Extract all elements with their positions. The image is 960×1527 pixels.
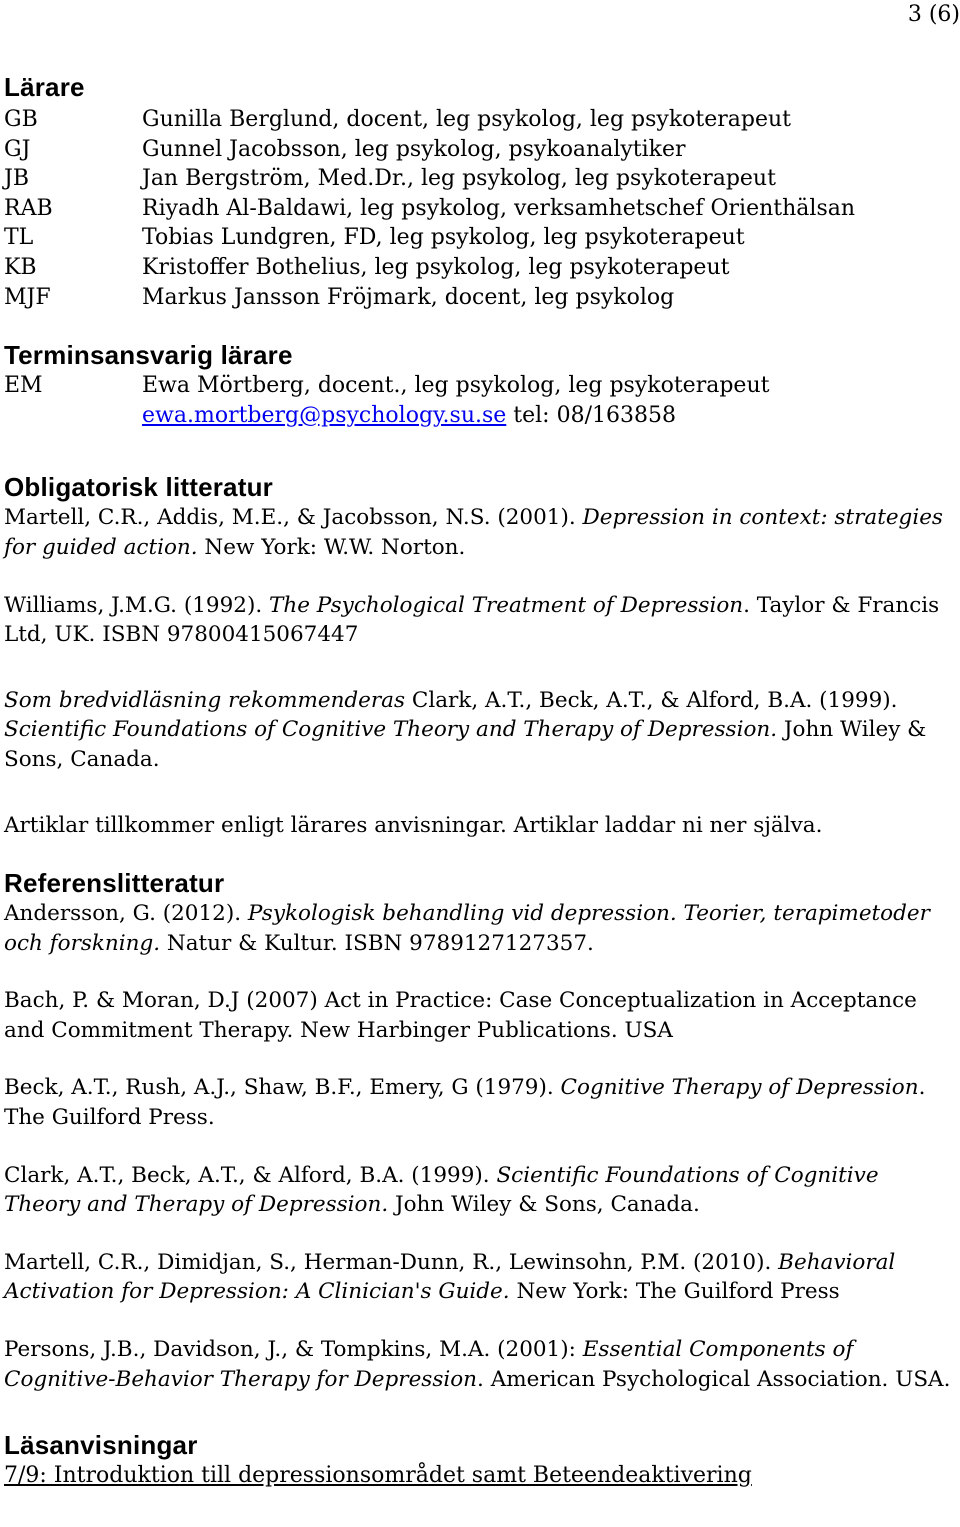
teacher-abbr: JB [4,166,29,192]
term-teacher-heading: Terminsansvarig lärare [4,340,293,371]
reading-session-link[interactable]: 7/9: Introduktion till depressionsområdet samt Beteendeaktivering [4,1463,752,1489]
ref-authors: Beck, A.T., Rush, A.J., Shaw, B.F., Emery, G (1979). [4,1075,561,1101]
teacher-abbr: GB [4,107,38,132]
ref-authors: Williams, J.M.G. (1992). [4,592,270,618]
ref-authors: Persons, J.B., Davidson, J., & Tompkins, M.A. (2001): [4,1337,583,1363]
articles-note: Artiklar tillkommer enligt lärares anvisningar. Artiklar laddar ni ner själva. [4,812,823,838]
teacher-abbr: GJ [4,136,31,162]
reference-entry [4,899,960,958]
teacher-name: Gunnel Jacobsson, leg psykolog, psykoanalytiker [142,136,686,162]
teacher-row [4,223,960,253]
term-teacher-row [4,371,960,401]
reference-entry [4,686,960,775]
page-number: 3 (6) [907,2,960,27]
term-teacher-name: Ewa Mörtberg, docent., leg psykolog, leg psykoterapeut [142,373,770,399]
ref-publisher: John Wiley & Sons, Canada. [4,717,927,772]
email-link[interactable]: ewa.mortberg@psychology.su.se [142,402,507,428]
reference-entry [4,503,960,562]
teacher-row [4,283,960,313]
ref-authors: Martell, C.R., Dimidjan, S., Herman-Dunn, R., Lewinsohn, P.M. (2010). [4,1249,779,1275]
ref-title: Behavioral Activation for Depression: A Clinician's Guide. [4,1249,896,1305]
term-teacher-contact [4,401,960,431]
ref-authors: Clark, A.T., Beck, A.T., & Alford, B.A. (1999). [4,1162,497,1188]
teacher-abbr: MJF [4,284,51,310]
teacher-name: Gunilla Berglund, docent, leg psykolog, leg psykoterapeut [142,107,791,132]
ref-publisher: Natur & Kultur. ISBN 9789127127357. [160,930,594,956]
teacher-abbr: RAB [4,195,53,221]
ref-title: Psykologisk behandling vid depression. Teorier, terapimetoder och forskning. [4,901,930,956]
ref-title: Scientific Foundations of Cognitive Theory and Therapy of Depression. [4,1162,879,1218]
reference-entry: Bach, P. & Moran, D.J (2007) Act in Practice: Case Conceptualization in Acceptance and Commitment Therapy. New Harbinger Publications. USA [4,988,917,1043]
ref-publisher: . The Guilford Press. [4,1075,926,1131]
teacher-name: Jan Bergström, Med.Dr., leg psykolog, leg psykoterapeut [142,166,776,192]
ref-authors: Clark, A.T., Beck, A.T., & Alford, B.A. (1999). [405,687,898,713]
teacher-abbr: TL [4,225,34,251]
ref-title: The Psychological Treatment of Depression [269,592,744,618]
teacher-name: Riyadh Al-Baldawi, leg psykolog, verksamhetschef Orienthälsan [142,195,856,221]
teacher-name: Kristoffer Bothelius, leg psykolog, leg psykoterapeut [142,254,730,280]
ref-title: Essential Components of Cognitive-Behavior Therapy for Depression [4,1337,854,1392]
teachers-list [4,105,960,312]
ref-publisher: John Wiley & Sons, Canada. [388,1192,700,1218]
teachers-heading: Lärare [4,72,85,102]
ref-title: Scientific Foundations of Cognitive Theory and Therapy of Depression. [4,717,778,743]
mandatory-literature-heading: Obligatorisk litteratur [4,472,273,503]
teacher-row [4,105,960,135]
teacher-row [4,164,960,194]
ref-lead: Som bredvidläsning rekommenderas [4,687,406,713]
reference-entry [4,1248,960,1307]
reference-entry [4,1073,960,1132]
reference-entry [4,591,960,650]
ref-publisher: New York: The Guilford Press [509,1279,840,1305]
teacher-row [4,135,960,165]
term-teacher-abbr: EM [4,373,43,399]
reading-instructions-heading: Läsanvisningar [4,1430,198,1461]
ref-title: Cognitive Therapy of Depression [560,1075,919,1101]
reference-entry [4,1161,960,1220]
teacher-name: Tobias Lundgren, FD, leg psykolog, leg psykoterapeut [142,225,745,251]
reference-literature-heading: Referenslitteratur [4,868,225,899]
teacher-row [4,194,960,224]
ref-authors: Andersson, G. (2012). [4,901,248,927]
phone-text: tel: 08/163858 [506,402,676,428]
ref-publisher: . American Psychological Association. USA. [477,1366,951,1392]
ref-publisher: . Taylor & Francis Ltd, UK. ISBN 97800415067447 [4,592,940,648]
document-body [4,72,960,1491]
ref-publisher: New York: W.W. Norton. [197,534,466,560]
teacher-name: Markus Jansson Fröjmark, docent, leg psykolog [142,284,675,310]
ref-title: Depression in context: strategies for guided action. [4,505,943,560]
teacher-row [4,253,960,283]
teacher-abbr: KB [4,254,37,280]
ref-authors: Martell, C.R., Addis, M.E., & Jacobsson, N.S. (2001). [4,505,583,531]
reference-entry [4,1335,960,1394]
